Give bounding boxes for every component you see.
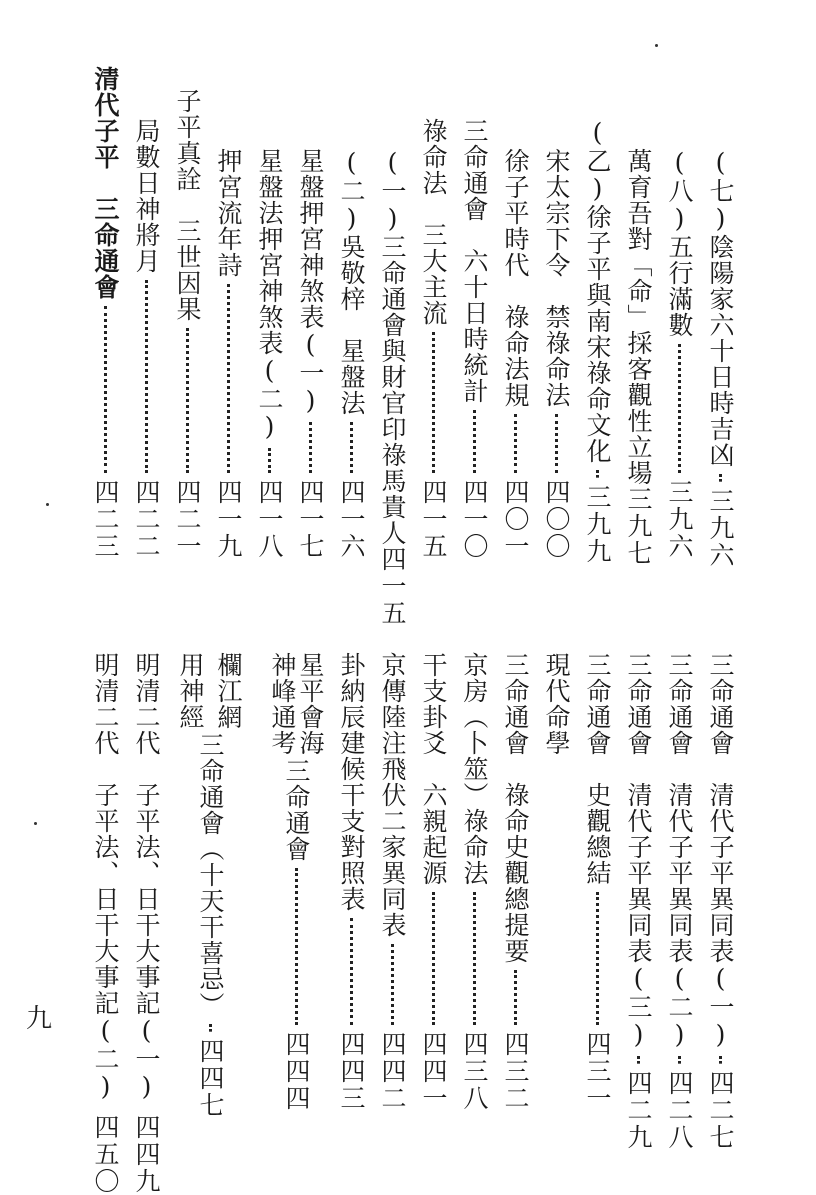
toc-entry-title: 清代子平 三命通會	[91, 66, 120, 300]
toc-entry-title: (八)五行滿數	[665, 148, 694, 338]
page-number: 九	[26, 1004, 53, 1034]
toc-entry	[665, 148, 693, 560]
toc-entry	[282, 758, 310, 1112]
toc-entry-page: 四五〇	[91, 1114, 120, 1195]
toc-entry-title: 三命通會（十天干喜忌）	[196, 732, 225, 1018]
toc-entry-page: 四二七	[706, 1070, 735, 1151]
toc-entry-title: 干支卦爻 六親起源	[419, 652, 448, 886]
toc-entry-title: 現代命學	[542, 652, 571, 756]
toc-entry-title: 星平會海	[296, 652, 325, 756]
toc-entry	[337, 652, 365, 1112]
toc-entry-title: 三命通會 清代子平異同表(二)	[665, 652, 694, 1050]
leader-dots	[391, 944, 394, 1025]
toc-entry	[378, 148, 407, 627]
toc-entry	[665, 652, 694, 1151]
leader-dots	[473, 892, 476, 1025]
leader-dots	[637, 1056, 640, 1064]
toc-entry	[501, 148, 529, 560]
toc-entry-title: 局數日神將月	[132, 118, 161, 274]
leader-dots	[145, 280, 148, 473]
toc-entry	[419, 118, 447, 560]
toc-entry-title: 卦納辰建候干支對照表	[337, 652, 366, 912]
toc-entry	[378, 652, 406, 1112]
toc-entry	[460, 118, 488, 560]
toc-entry	[196, 732, 225, 1119]
leader-dots	[350, 918, 353, 1025]
toc-entry-page: 四一八	[255, 479, 284, 560]
leader-dots	[432, 332, 435, 473]
toc-entry-title: 明清二代 子平法、日干大事記(二)	[91, 652, 120, 1102]
leader-dots	[350, 422, 353, 473]
leader-dots	[295, 868, 298, 1025]
leader-dots	[514, 970, 517, 1025]
toc-entry-page: 四四七	[196, 1038, 225, 1119]
toc-entry-page: 四二三	[91, 479, 120, 560]
leader-dots	[104, 306, 107, 473]
toc-entry	[419, 652, 447, 1112]
toc-entry	[583, 118, 612, 565]
toc-entry	[706, 148, 735, 569]
toc-entry-page: 四一五	[378, 546, 407, 627]
leader-dots	[678, 344, 681, 473]
leader-dots	[268, 448, 271, 473]
toc-entry-page: 四三一	[583, 1031, 612, 1112]
toc-entry-page: 四二一	[173, 479, 202, 560]
toc-entry	[255, 148, 283, 560]
toc-entry-page: 四四四	[282, 1031, 311, 1112]
toc-entry-title: (七)陰陽家六十日時吉凶	[706, 148, 735, 468]
toc-entry-title: 明清二代 子平法、日干大事記(一)	[132, 652, 161, 1102]
leader-dots	[473, 410, 476, 473]
leader-dots	[514, 414, 517, 473]
toc-entry	[337, 148, 365, 560]
toc-entry-page: 四〇一	[501, 479, 530, 560]
toc-entry	[501, 652, 529, 1112]
toc-entry-page: 四二八	[665, 1070, 694, 1151]
toc-entry-title: 萬育吾對「命」採客觀性立場	[624, 148, 653, 486]
toc-entry-title: (二)吳敬梓 星盤法	[337, 148, 366, 416]
leader-dots	[186, 328, 189, 473]
toc-entry-page: 四四二	[378, 1031, 407, 1112]
toc-entry	[296, 148, 324, 560]
toc-entry-title: 用神經	[176, 652, 205, 730]
toc-entry-section-heading	[91, 66, 119, 560]
toc-entry	[132, 118, 160, 560]
toc-entry	[173, 88, 201, 560]
toc-entry-title: 三命通會 六十日時統計	[460, 118, 489, 404]
toc-entry-title: 京傳陸注飛伏二家異同表	[378, 652, 407, 938]
toc-entry-title: 三命通會 史觀總結	[583, 652, 612, 886]
toc-entry-page: 四三八	[460, 1031, 489, 1112]
toc-entry	[583, 652, 611, 1112]
toc-entry-title: 欄江網	[214, 652, 243, 730]
leader-dots	[309, 422, 312, 473]
leader-dots	[209, 1024, 212, 1032]
toc-entry	[706, 652, 735, 1151]
toc-entry-page: 四一〇	[460, 479, 489, 560]
toc-entry-title: 星盤法押宮神煞表(二)	[255, 148, 284, 442]
toc-entry-title: (一)三命通會與財官印祿馬貴人	[378, 148, 407, 546]
toc-entry	[624, 148, 653, 567]
toc-entry-page: 四二二	[132, 479, 161, 560]
toc-entry-title: 徐子平時代 祿命法規	[501, 148, 530, 408]
toc-entry-title: 京房（卜筮）祿命法	[460, 652, 489, 886]
toc-entry-title: 子平真詮 三世因果	[173, 88, 202, 322]
toc-entry-page: 三九九	[583, 484, 612, 565]
leader-dots	[555, 414, 558, 473]
toc-entry-page: 四二九	[624, 1070, 653, 1151]
leader-dots	[719, 1056, 722, 1064]
toc-entry	[214, 148, 242, 560]
leader-dots	[719, 474, 722, 482]
toc-entry-title: 星盤押宮神煞表(一)	[296, 148, 325, 416]
toc-entry	[460, 652, 488, 1112]
toc-entry-title: 三命通會	[282, 758, 311, 862]
toc-entry-page: 四四三	[337, 1031, 366, 1112]
scan-speck	[655, 44, 658, 47]
leader-dots	[596, 470, 599, 478]
toc-entry-page: 四〇〇	[542, 479, 571, 560]
toc-entry-page: 三九七	[624, 486, 653, 567]
toc-entry-page: 三九六	[665, 479, 694, 560]
scan-speck	[34, 822, 37, 825]
toc-entry-page: 四一九	[214, 479, 243, 560]
toc-entry-page: 四三二	[501, 1031, 530, 1112]
toc-entry-page: 四一五	[419, 479, 448, 560]
toc-entry-title: 三命通會 祿命史觀總提要	[501, 652, 530, 964]
leader-dots	[432, 892, 435, 1025]
toc-entry-title: 宋太宗下令 禁祿命法	[542, 148, 571, 408]
toc-entry-page: 三九六	[706, 488, 735, 569]
toc-entry-title: (乙)徐子平與南宋祿命文化	[583, 118, 612, 464]
toc-entry-title: 押宮流年詩	[214, 148, 243, 278]
toc-entry-page: 四一六	[337, 479, 366, 560]
toc-entry-title: 三命通會 清代子平異同表(一)	[706, 652, 735, 1050]
leader-dots	[227, 284, 230, 473]
toc-entry-page: 四四一	[419, 1031, 448, 1112]
toc-entry-page: 四一七	[296, 479, 325, 560]
leader-dots	[678, 1056, 681, 1064]
toc-entry	[91, 652, 120, 1195]
toc-entry-title: 神峰通考	[268, 652, 297, 756]
toc-entry	[624, 652, 653, 1151]
toc-entry-page: 四四九	[132, 1114, 161, 1195]
toc-entry	[542, 148, 570, 560]
toc-entry-title: 三命通會 清代子平異同表(三)	[624, 652, 653, 1050]
scan-speck	[46, 503, 49, 506]
leader-dots	[596, 892, 599, 1025]
toc-entry-title: 祿命法 三大主流	[419, 118, 448, 326]
toc-entry	[542, 652, 570, 792]
toc-entry	[132, 652, 161, 1195]
